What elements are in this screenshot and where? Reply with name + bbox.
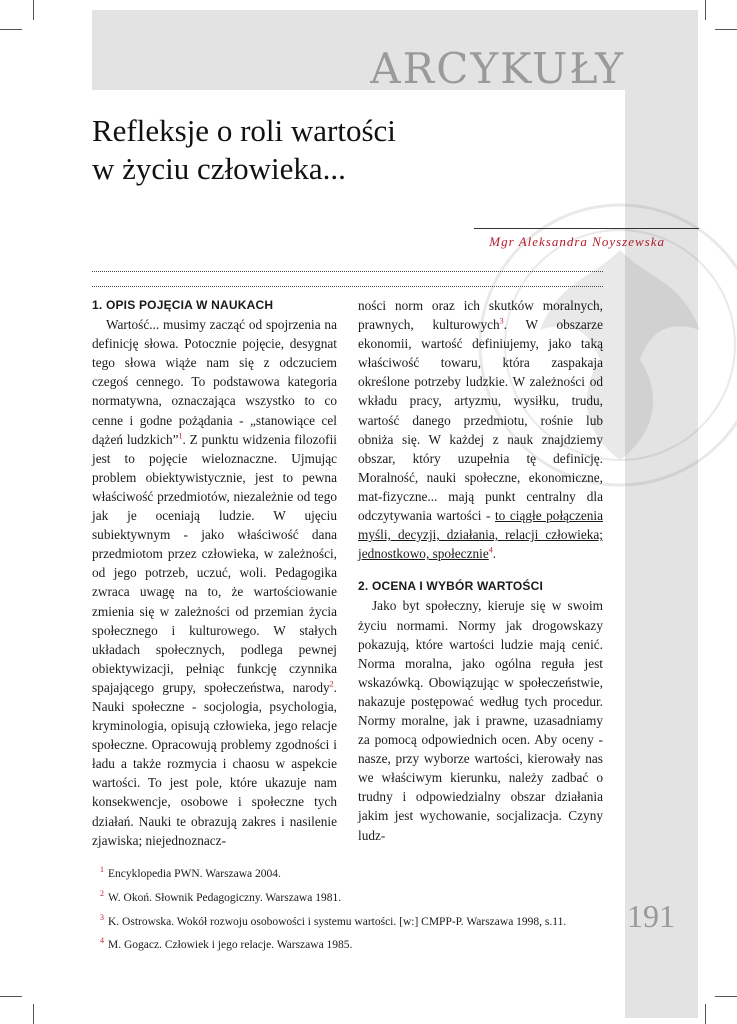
- footnote-text: Encyklopedia PWN. Warszawa 2004.: [108, 867, 281, 880]
- crop-mark: [33, 1004, 34, 1024]
- footnote-number: 3: [100, 912, 104, 922]
- paragraph: [358, 296, 603, 563]
- crop-mark: [0, 29, 22, 30]
- page-number: 191: [627, 898, 675, 934]
- title-line-1: Refleksje o roli wartości: [92, 113, 396, 148]
- footnote: [100, 908, 620, 932]
- crop-mark: [33, 0, 34, 20]
- left-column: [92, 296, 337, 850]
- dotted-divider: [92, 271, 603, 272]
- footnotes: [100, 860, 620, 955]
- text-run: Wartość... musimy zacząć od spojrzenia na definicję słowa. Potocznie pojęcie, desygnat tego słowa wiąże nam się z odczuciem czegoś cennego. To podstawowa kategoria normatywna, oznaczająca wszystko to co cenne i godne pożądania - „stanowiące cel dążeń ludzkich”: [92, 317, 337, 447]
- author-rule: [474, 228, 699, 229]
- author: Mgr Aleksandra Noyszewska: [489, 234, 665, 249]
- dotted-divider: [92, 286, 603, 287]
- section-heading-1: 1. OPIS POJĘCIA W NAUKACH: [92, 298, 274, 312]
- crop-mark: [705, 1004, 706, 1024]
- footnote-number: 1: [100, 865, 104, 874]
- crop-mark: [705, 0, 706, 20]
- underlined-text: to ciągłe połączenia myśli, decyzji, działania, relacji człowieka; jednostkowo, społecznie: [358, 508, 603, 562]
- text-run: . Nauki społeczne - socjologia, psychologia, kryminologia, opisują człowieka, jego relacje społeczne. Opracowują problemy zgodności i ładu a także rozmycia i chaosu w aspekcie wartości. To jest pole, które ukazuje nam konsekwencje, osobowe i społeczne tych działań. Nauki te obrazują zakres i nasilenie zjawiska; niejednoznacz-: [92, 679, 337, 848]
- crop-mark: [715, 29, 737, 30]
- crop-mark: [0, 996, 22, 997]
- footnote-ref[interactable]: 1: [178, 431, 183, 441]
- footnote-number: 4: [100, 936, 104, 946]
- title-line-2: w życiu człowieka...: [92, 151, 346, 186]
- text-run: ności norm oraz ich skutków moralnych, prawnych, kulturowych: [358, 298, 603, 333]
- footnote: [100, 931, 620, 955]
- footnote-ref[interactable]: 3: [499, 316, 504, 326]
- footnote-text: K. Ostrowska. Wokół rozwoju osobowości i systemu wartości. [w:] CMPP-P. Warszawa 1998, s.11.: [108, 915, 567, 928]
- footnote-text: W. Okoń. Słownik Pedagogiczny. Warszawa 1981.: [108, 891, 342, 904]
- footnote-ref[interactable]: 4: [488, 545, 493, 555]
- text-run: . Z punktu widzenia filozofii jest to pojęcie wieloznaczne. Ujmując problem obiektywistycznie, jest to pewna właściwość przedmiotów, niezależnie od tego jak je oceniają ludzie. W ujęciu subiektywnym - jako właściwość dana przedmiotom przez człowieka, w zależności, od jego potrzeb, uczuć, woli. Pedagogika zwraca uwagę na to, że wartościowanie zmienia się w zależności od przemian życia społecznego i kulturowego. W stałych układach społecznych, podlega pewnej obiektywizacji, pełniąc funkcję czynnika spajającego grupy, społeczeństwa, narody: [92, 431, 337, 695]
- crop-mark: [715, 996, 737, 997]
- article-title: [92, 112, 572, 188]
- footnote-number: 2: [100, 888, 104, 898]
- text-run: .: [492, 546, 497, 562]
- footnote-ref[interactable]: 2: [329, 679, 334, 689]
- footnote: [100, 860, 620, 884]
- text-run: . W obszarze ekonomii, wartość definiujemy, jako taką właściwość towaru, która zaspakaja określone potrzeby ludzkie. W zależności od wkładu pracy, artyzmu, wysiłku, trudu, wartość danego przedmiotu, rośnie lub obniża się. W każdej z nauk znajdziemy obszar, który uzupełnia tę definicję. Moralność, nauki społeczne, ekonomiczne, mat-fizyczne... mają punkt centralny dla odczytywania wartości -: [358, 317, 603, 524]
- footnote-text: M. Gogacz. Człowiek i jego relacje. Warszawa 1985.: [108, 939, 353, 952]
- paragraph: [92, 315, 337, 850]
- right-column: [358, 296, 603, 845]
- section-heading-2: 2. OCENA I WYBÓR WARTOŚCI: [358, 579, 544, 594]
- footnote: [100, 884, 620, 908]
- paragraph: Jako byt społeczny, kieruje się w swoim życiu normami. Normy jak drogowskazy pokazują, które wartości ludzie mają cenić. Norma moralna, jako ogólna reguła jest wskazówką. Obowiązując w społeczeństwie, nakazuje postępować według tych procedur. Normy moralne, jak i prawne, uzasadniamy za pomocą odpowiednich ocen. Aby oceny - nasze, przy wyborze wartości, kierowały nas we właściwym kierunku, należy zadbać o trudny i odpowiedzialny obszar działania jakim jest wychowanie, socjalizacja. Czyny ludz-: [358, 598, 603, 843]
- section-label: ARCYKUŁY: [370, 44, 625, 93]
